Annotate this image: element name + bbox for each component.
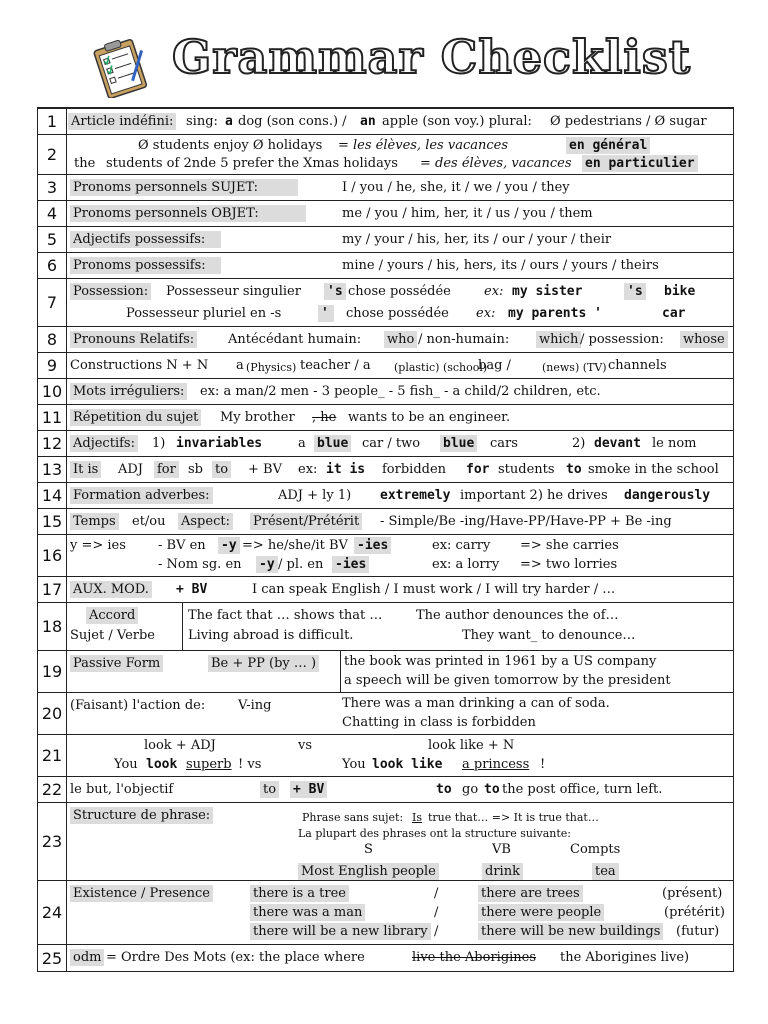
row-text: car (662, 306, 686, 321)
row-text: bike (664, 284, 696, 299)
table-row (38, 735, 733, 777)
row-number: 25 (38, 945, 67, 971)
row-label: Accord (86, 607, 138, 624)
row-number: 8 (38, 327, 67, 352)
table-row (38, 175, 733, 201)
row-text: Antécédant humain: (228, 332, 362, 347)
row-label: Adjectifs: (70, 435, 138, 452)
row-text: there are trees (478, 885, 583, 902)
row-text: apple (son voy.) plural: (382, 114, 532, 129)
row-text: + BV (248, 462, 282, 477)
row-text: drink (482, 863, 523, 880)
row-text: / (434, 924, 439, 939)
row-text: tea (592, 863, 619, 880)
row-text: there will be a new library (250, 923, 431, 940)
row-text: / (434, 886, 439, 901)
row-text: Possesseur singulier (166, 284, 301, 299)
row-text: => she carries (520, 538, 619, 553)
row-text: (plastic) (school) (394, 361, 488, 374)
row-text: a princess (462, 757, 530, 772)
row-text: channels (608, 358, 667, 373)
row-number: 16 (38, 535, 67, 576)
row-number: 14 (38, 483, 67, 508)
row-text: blue (314, 435, 351, 452)
row-text: my parents ' (508, 306, 602, 321)
table-row (38, 227, 733, 253)
row-label: Pronoms personnels OBJET: (70, 205, 306, 222)
row-number: 23 (38, 803, 67, 880)
row-label: look like + N (428, 738, 515, 753)
table-row (38, 881, 733, 945)
row-text: le nom (652, 436, 697, 451)
row-text: Ø pedestrians / Ø sugar (550, 114, 707, 129)
row-text: teacher / a (300, 358, 371, 373)
row-text: blue (440, 435, 477, 452)
row-text: who (384, 331, 417, 348)
row-number: 7 (38, 279, 67, 326)
row-text: for (466, 462, 490, 477)
row-text: / possession: (580, 332, 664, 347)
row-text: S (364, 842, 373, 857)
row-text: there will be new buildings (478, 923, 663, 940)
row-text: - Nom sg. en (158, 557, 242, 572)
row-text: Phrase sans sujet: (302, 811, 404, 824)
row-text: devant (594, 436, 641, 451)
row-number: 9 (38, 353, 67, 378)
row-number: 12 (38, 431, 67, 456)
row-text: -ies (332, 556, 369, 573)
row-text: my sister (512, 284, 583, 299)
row-text: ! (540, 757, 546, 772)
row-text: live the Aborigines (412, 950, 537, 965)
row-text: / pl. en (278, 557, 324, 572)
row-text: (prétérit) (664, 905, 725, 920)
row-text: superb (186, 757, 232, 772)
row-text: the Aborigines live) (560, 950, 690, 965)
row-text: en particulier (582, 155, 698, 172)
row-label: Sujet / Verbe (70, 628, 155, 643)
row-text: true that… => It is true that… (428, 811, 599, 824)
row-text: students (498, 462, 555, 477)
row-text: The fact that … shows that … (188, 608, 383, 623)
row-text: ' (318, 305, 334, 322)
row-text: a (236, 358, 244, 373)
row-text: ex: (484, 284, 504, 299)
row-text: sing: (186, 114, 218, 129)
row-number: 17 (38, 577, 67, 602)
row-label: Adjectifs possessifs: (70, 231, 221, 248)
row-text: sb (188, 462, 203, 477)
row-number: 5 (38, 227, 67, 252)
row-text: cars (490, 436, 518, 451)
row-text: bag / (478, 358, 511, 373)
table-row (38, 803, 733, 881)
row-text: a (298, 436, 306, 451)
checklist-table (37, 107, 734, 972)
row-text: 's (624, 283, 646, 300)
row-text: = des élèves, vacances (420, 156, 572, 171)
page-title: Grammar Checklist (172, 30, 692, 84)
row-text: the book was printed in 1961 by a US company (344, 654, 657, 669)
row-text: 's (324, 283, 346, 300)
row-text: My brother (220, 410, 295, 425)
row-text: VB (492, 842, 511, 857)
row-text: 1) (152, 436, 166, 451)
row-text: vs (298, 738, 313, 753)
table-row (38, 483, 733, 509)
row-label: Mots irréguliers: (70, 383, 187, 400)
row-text: an (360, 114, 376, 129)
table-row (38, 509, 733, 535)
row-text: They want_ to denounce… (462, 628, 636, 643)
row-text: chose possédée (346, 306, 449, 321)
row-number: 20 (38, 693, 67, 734)
row-text: Présent/Prétérit (250, 513, 362, 530)
row-text: ADJ (118, 462, 144, 477)
row-text: + BV (290, 781, 327, 798)
row-text: invariables (176, 436, 263, 451)
row-text: La plupart des phrases ont la structure suivante: (298, 827, 571, 840)
row-text: important 2) he drives (460, 488, 608, 503)
row-text: There was a man drinking a can of soda. (342, 696, 610, 711)
table-row (38, 379, 733, 405)
column-divider (182, 603, 183, 650)
row-text: look (146, 757, 178, 772)
row-text: for (154, 461, 179, 478)
row-text: 2) (572, 436, 586, 451)
row-label: Pronoms possessifs: (70, 257, 221, 274)
row-number: 19 (38, 651, 67, 692)
table-row (38, 135, 733, 175)
row-text: ADJ + ly 1) (278, 488, 352, 503)
row-text: which (536, 331, 581, 348)
row-number: 24 (38, 881, 67, 944)
row-label: Article indéfini: (68, 113, 176, 130)
row-label: Pronoms personnels SUJET: (70, 179, 298, 196)
row-label: Constructions N + N (70, 358, 209, 373)
row-text: a speech will be given tomorrow by the president (344, 673, 671, 688)
row-text: You (342, 757, 366, 772)
row-text: to (260, 781, 279, 798)
row-text: to (212, 461, 231, 478)
row-number: 3 (38, 175, 67, 200)
row-label: odm (70, 949, 104, 966)
row-text: a (225, 114, 233, 129)
row-text: there is a tree (250, 885, 349, 902)
table-row (38, 693, 733, 735)
row-text: look like (372, 757, 443, 772)
table-row (38, 327, 733, 353)
row-label: Passive Form (70, 655, 163, 672)
row-text: car / two (362, 436, 421, 451)
column-divider (340, 651, 341, 692)
row-text: extremely (380, 488, 451, 503)
table-row (38, 603, 733, 651)
row-text: Compts (570, 842, 621, 857)
row-text: Be + PP (by … ) (208, 655, 319, 672)
row-label: (Faisant) l'action de: (70, 698, 206, 713)
row-number: 18 (38, 603, 67, 650)
row-number: 6 (38, 253, 67, 278)
row-text: Chatting in class is forbidden (342, 715, 536, 730)
row-label: It is (70, 461, 101, 478)
row-text: -y (218, 537, 240, 554)
row-text: forbidden (382, 462, 447, 477)
row-number: 2 (38, 135, 67, 174)
row-text: smoke in the school (588, 462, 719, 477)
row-number: 10 (38, 379, 67, 404)
row-number: 13 (38, 457, 67, 482)
row-text: dog (son cons.) / (238, 114, 347, 129)
row-number: 21 (38, 735, 67, 776)
row-text: wants to be an engineer. (348, 410, 511, 425)
row-text: ex: a man/2 men - 3 people_ - 5 fish_ - a child/2 children, etc. (200, 384, 601, 399)
row-text: whose (680, 331, 728, 348)
row-label: Temps (70, 513, 119, 530)
row-text: -ies (354, 537, 391, 554)
table-row (38, 651, 733, 693)
row-text: ex: a lorry (432, 557, 500, 572)
row-text: it is (326, 462, 366, 477)
row-text: to (484, 782, 500, 797)
row-text: ex: carry (432, 538, 491, 553)
row-label: Possession: (70, 283, 151, 300)
table-row (38, 777, 733, 803)
row-text: me / you / him, her, it / us / you / them (342, 206, 593, 221)
row-text: go (462, 782, 479, 797)
row-text: , he (312, 410, 337, 425)
row-text: ! vs (238, 757, 262, 772)
table-row (38, 253, 733, 279)
row-text: en général (566, 137, 650, 154)
row-label: AUX. MOD. (70, 581, 152, 598)
table-row (38, 457, 733, 483)
row-label: y => ies (70, 538, 126, 553)
row-text: / (434, 905, 439, 920)
row-text: => he/she/it BV (242, 538, 348, 553)
row-text: the post office, turn left. (502, 782, 663, 797)
table-row (38, 945, 733, 971)
row-text: (présent) (662, 886, 723, 901)
row-number: 22 (38, 777, 67, 802)
row-text: et/ou (132, 514, 166, 529)
row-text: - Simple/Be -ing/Have-PP/Have-PP + Be -ing (380, 514, 672, 529)
row-number: 1 (38, 109, 67, 134)
row-text: I can speak English / I must work / I will try harder / … (252, 582, 616, 597)
row-text: (Physics) (246, 361, 297, 374)
row-text: / non-humain: (418, 332, 510, 347)
row-number: 4 (38, 201, 67, 226)
row-text: I / you / he, she, it / we / you / they (342, 180, 570, 195)
row-label: Structure de phrase: (70, 807, 213, 824)
row-text: V-ing (238, 698, 272, 713)
table-row (38, 405, 733, 431)
row-text: => two lorries (520, 557, 618, 572)
table-row (38, 353, 733, 379)
row-text: (news) (TV) (542, 361, 607, 374)
checklist-clipboard-icon (88, 38, 152, 98)
row-label: Répetition du sujet (70, 409, 201, 426)
table-row (38, 109, 733, 135)
row-text: my / your / his, her, its / our / your / their (342, 232, 612, 247)
row-text: ex: (476, 306, 496, 321)
row-text: = Ordre Des Mots (ex: the place where (106, 950, 365, 965)
row-text: ex: (298, 462, 318, 477)
row-label: Pronouns Relatifs: (70, 331, 197, 348)
row-text: You (114, 757, 138, 772)
row-text: to (436, 782, 452, 797)
row-text: dangerously (624, 488, 711, 503)
table-row (38, 431, 733, 457)
header (0, 0, 768, 104)
row-text: Living abroad is difficult. (188, 628, 354, 643)
row-text: Is (412, 811, 422, 824)
row-text: students of 2nde 5 prefer the Xmas holidays (106, 156, 398, 171)
table-row (38, 279, 733, 327)
row-label: look + ADJ (144, 738, 216, 753)
row-label: le but, l'objectif (70, 782, 174, 797)
row-text: + BV (176, 582, 208, 597)
row-text: = les élèves, les vacances (338, 138, 508, 153)
row-text: there was a man (250, 904, 365, 921)
row-text: mine / yours / his, hers, its / ours / yours / theirs (342, 258, 659, 273)
row-number: 11 (38, 405, 67, 430)
row-text: Aspect: (178, 513, 233, 530)
row-number: 15 (38, 509, 67, 534)
row-text: -y (256, 556, 278, 573)
row-text: chose possédée (348, 284, 451, 299)
table-row (38, 577, 733, 603)
table-row (38, 201, 733, 227)
table-row (38, 535, 733, 577)
row-text: there were people (478, 904, 604, 921)
row-label: Formation adverbes: (70, 487, 213, 504)
row-text: the (74, 156, 96, 171)
row-text: The author denounces the of… (416, 608, 619, 623)
row-text: Possesseur pluriel en -s (126, 306, 282, 321)
row-text: - BV en (158, 538, 206, 553)
row-label: Existence / Presence (70, 885, 213, 902)
row-text: Most English people (298, 863, 439, 880)
row-text: (futur) (676, 924, 720, 939)
row-text: Ø students enjoy Ø holidays (138, 138, 323, 153)
row-text: to (566, 462, 582, 477)
